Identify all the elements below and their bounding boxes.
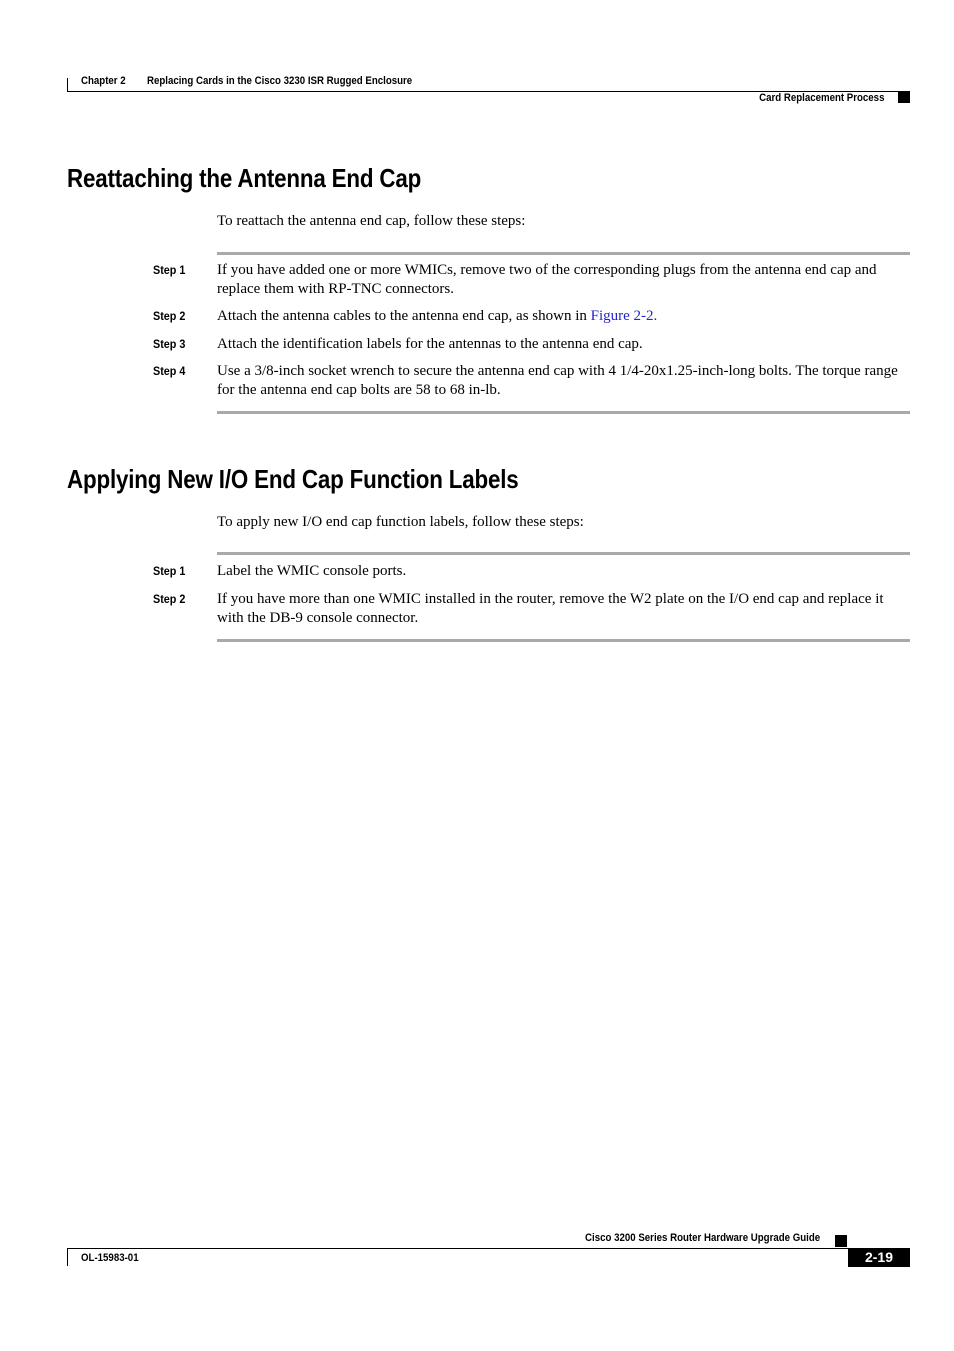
header-tick: [67, 78, 68, 92]
steps-top-rule: [217, 252, 910, 255]
step-label: Step 2: [153, 309, 186, 323]
footer-marker-box: [835, 1235, 847, 1247]
page-number-badge: 2-19: [848, 1248, 910, 1267]
step-label: Step 2: [153, 592, 186, 606]
steps-bottom-rule: [217, 411, 910, 414]
steps-top-rule: [217, 552, 910, 555]
step-text: Label the WMIC console ports.: [217, 563, 407, 579]
steps-bottom-rule: [217, 639, 910, 642]
step-text-after-link: .: [653, 308, 658, 324]
footer-tick: [67, 1248, 68, 1266]
step-text-before-link: Attach the antenna cables to the antenna end cap, as shown in: [217, 308, 591, 324]
section-title-applying-labels: Applying New I/O End Cap Function Labels: [67, 464, 519, 494]
step-text: Use a 3/8-inch socket wrench to secure the antenna end cap with 4 1/4-20x1.25-inch-long bolts. The torque range for the antenna end cap bolts are 58 to 68 in-lb.: [217, 363, 898, 398]
footer-guide-title: Cisco 3200 Series Router Hardware Upgrade Guide: [584, 1232, 820, 1244]
step-text: If you have more than one WMIC installed in the router, remove the W2 plate on the I/O end cap and replace it with the DB-9 console connector.: [217, 591, 884, 626]
header-section: Card Replacement Process: [758, 92, 884, 104]
header-chapter-title: Replacing Cards in the Cisco 3230 ISR Rugged Enclosure: [147, 75, 413, 87]
section-title-reattaching: Reattaching the Antenna End Cap: [67, 163, 422, 193]
step-label: Step 3: [153, 337, 186, 351]
footer-rule: [67, 1248, 910, 1249]
step-text: Attach the identification labels for the antennas to the antenna end cap.: [217, 336, 643, 352]
step-label: Step 4: [153, 364, 186, 378]
header-chapter: Chapter 2: [81, 75, 126, 87]
step-text: [217, 307, 910, 326]
footer-doc-number: OL-15983-01: [81, 1252, 139, 1264]
header-marker-box: [898, 92, 910, 103]
step-label: Step 1: [153, 564, 186, 578]
section-intro: To reattach the antenna end cap, follow these steps:: [217, 213, 526, 229]
figure-link[interactable]: Figure 2-2: [590, 308, 654, 324]
section-intro: To apply new I/O end cap function labels, follow these steps:: [217, 514, 584, 530]
step-label: Step 1: [153, 263, 186, 277]
step-text: If you have added one or more WMICs, remove two of the corresponding plugs from the antenna end cap and replace them with RP-TNC connectors.: [217, 262, 877, 297]
